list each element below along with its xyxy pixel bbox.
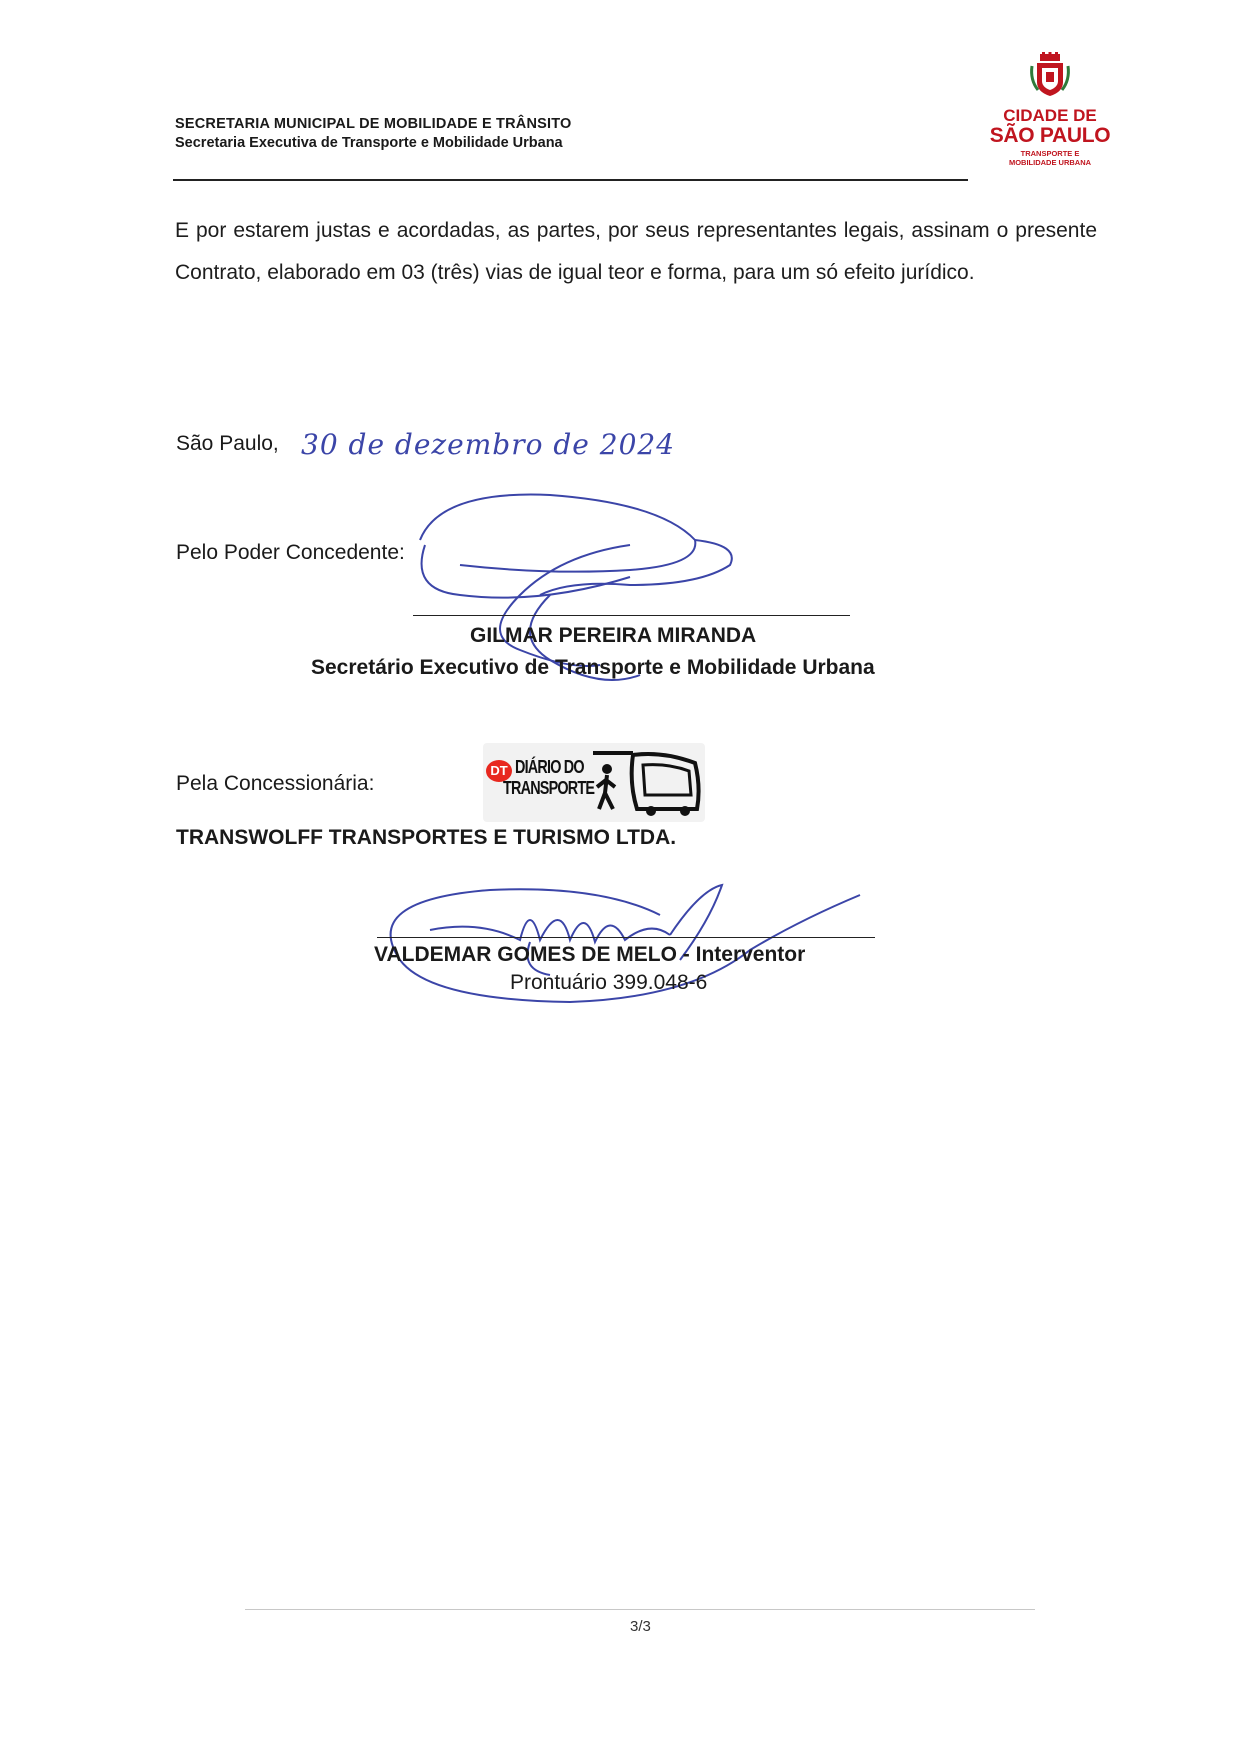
watermark-line-1: DIÁRIO DO — [515, 757, 584, 777]
handwritten-date: 30 de dezembro de 2024 — [301, 428, 676, 461]
bus-passenger-icon — [593, 747, 703, 819]
grantor-signatory-name: GILMAR PEREIRA MIRANDA — [470, 624, 757, 647]
concessionaire-label: Pela Concessionária: — [176, 772, 375, 795]
grantor-signatory-title: Secretário Executivo de Transporte e Mobilidade Urbana — [311, 656, 875, 679]
grantor-label: Pelo Poder Concedente: — [176, 541, 405, 564]
grantor-signature-line — [413, 615, 850, 616]
footer-divider — [245, 1609, 1035, 1610]
concessionaire-signature-line — [377, 937, 875, 938]
closing-paragraph: E por estarem justas e acordadas, as partes, por seus representantes legais, assinam o presente Contrato, elaborado em 03 (três) vias de igual teor e forma, para um só efeito jurídico. — [175, 219, 1097, 284]
page-number: 3/3 — [630, 1618, 651, 1635]
logo-line-1: CIDADE DE — [1003, 106, 1097, 125]
date-label: São Paulo, — [176, 432, 279, 455]
dt-badge: DT — [486, 760, 512, 782]
header-subdepartment: Secretaria Executiva de Transporte e Mobilidade Urbana — [175, 135, 563, 151]
header-department: SECRETARIA MUNICIPAL DE MOBILIDADE E TRÂNSITO — [175, 116, 572, 132]
coat-of-arms-icon — [1028, 52, 1072, 98]
diario-do-transporte-watermark — [483, 743, 705, 822]
city-logo — [980, 52, 1120, 167]
logo-line-4: MOBILIDADE URBANA — [1008, 158, 1092, 167]
logo-line-3: TRANSPORTE E — [1020, 149, 1080, 158]
logo-line-2: SÃO PAULO — [989, 124, 1111, 147]
grantor-signature — [400, 485, 760, 715]
concessionaire-signatory-name: VALDEMAR GOMES DE MELO - Interventor — [374, 943, 806, 966]
header-divider — [173, 179, 968, 181]
watermark-line-2: TRANSPORTE — [503, 778, 595, 798]
concessionaire-company: TRANSWOLFF TRANSPORTES E TURISMO LTDA. — [176, 826, 677, 849]
concessionaire-registration: Prontuário 399.048-6 — [510, 971, 708, 994]
